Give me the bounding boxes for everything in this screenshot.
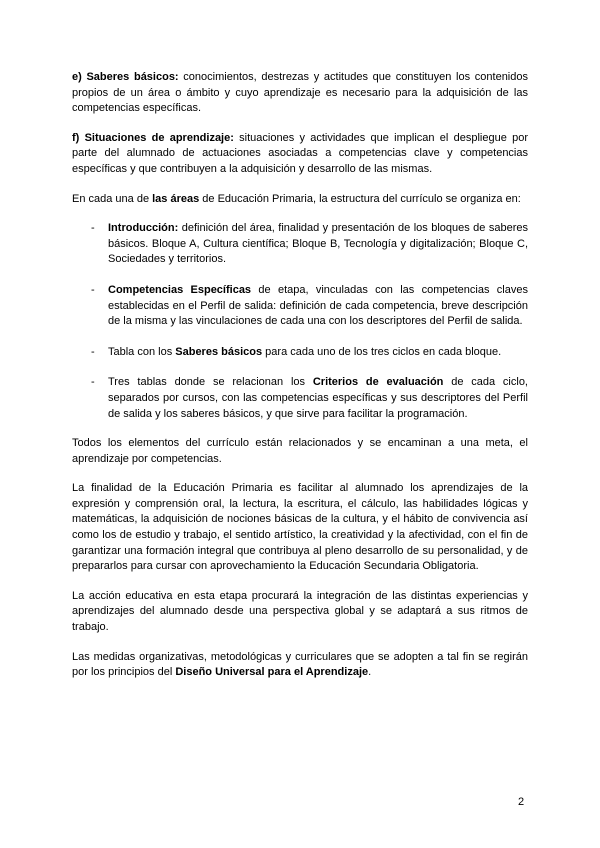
estructura-list [72,221,528,422]
paragraph-saberes-basicos [72,70,528,117]
list-item-pre: Tabla con los [108,345,176,358]
document-page [72,70,528,681]
list-item-post: de cada ciclo, separados por cursos, con las competencias específicas y sus descriptores del Perfil de salida y los saberes básicos, y que sirve para facilitar la programación. [108,376,528,420]
intro-pre: En cada una de [72,192,153,205]
paragraph-situaciones-aprendizaje [72,131,528,178]
intro-bold: las áreas [152,192,200,205]
list-item-bold: Criterios de evaluación [312,376,444,389]
list-item-bold: Introducción: [108,222,179,235]
term-situaciones-aprendizaje: f) Situaciones de aprendizaje: [72,131,234,144]
paragraph-estructura-intro [72,192,528,208]
paragraph-todos-elementos: Todos los elementos del currículo están relacionados y se encaminan a una meta, el aprendizaje por competencias. [72,437,528,465]
list-item [72,345,528,361]
term-saberes-basicos: e) Saberes básicos: [72,71,179,83]
medidas-pre: Las medidas organizativas, metodológicas y curriculares que se adopten a tal fin se regirán por los principios del [72,650,528,679]
list-dash: - [91,222,95,235]
list-dash: - [91,283,95,296]
list-item [72,221,528,268]
definition-situaciones-aprendizaje: situaciones y actividades que implican el despliegue por parte del alumnado de actuaciones asociadas a competencias clave y competencias específicas y que contribuyen a la adquisición y desarrollo de las mismas. [72,131,528,175]
list-item-post: de etapa, vinculadas con las competencias claves establecidas en el Perfil de salida: definición de cada competencia, breve descripción de la misma y las vinculaciones de cada una con los descriptores del Perfil de salida. [108,283,528,328]
list-dash: - [91,345,95,358]
list-item-post: definición del área, finalidad y presentación de los bloques de saberes básicos. Bloque A, Cultura científica; Bloque B, Tecnología y digitalización; Bloque C, Sociedades y territorios. [108,222,528,266]
list-item [72,375,528,422]
paragraph-medidas [72,650,528,681]
definition-saberes-basicos: conocimientos, destrezas y actitudes que constituyen los contenidos propios de un área o ámbito y cuyo aprendizaje es necesario para la adquisición de las competencias específicas. [72,71,528,115]
list-dash: - [91,376,95,389]
list-item-pre: Tres tablas donde se relacionan los [108,376,313,389]
medidas-bold: Diseño Universal para el Aprendizaje [175,666,369,679]
list-item-bold: Competencias Específicas [108,283,252,296]
paragraph-accion-educativa: La acción educativa en esta etapa procurará la integración de las distintas experiencias y aprendizajes del alumnado desde una perspectiva global y se adaptará a sus ritmos de trabajo. [72,589,528,634]
intro-post: de Educación Primaria, la estructura del currículo se organiza en: [199,192,521,205]
list-item [72,283,528,330]
paragraph-finalidad: La finalidad de la Educación Primaria es facilitar al alumnado los aprendizajes de la expresión y comprensión oral, la lectura, la escritura, el cálculo, las habilidades lógicas y matemáticas, la adquisición de nociones básicas de la cultura, y el hábito de convivencia así como los de estudio y trabajo, el sentido artístico, la creatividad y la afectividad, con el fin de garantizar una formación integral que contribuya al pleno desarrollo de su personalidad, y de prepararlos para cursar con aprovechamiento la Educación Secundaria Obligatoria. [72,482,528,573]
list-item-post: para cada uno de los tres ciclos en cada bloque. [262,345,502,358]
page-number: 2 [518,796,525,808]
list-item-bold: Saberes básicos [175,345,263,358]
medidas-post: . [368,666,372,679]
